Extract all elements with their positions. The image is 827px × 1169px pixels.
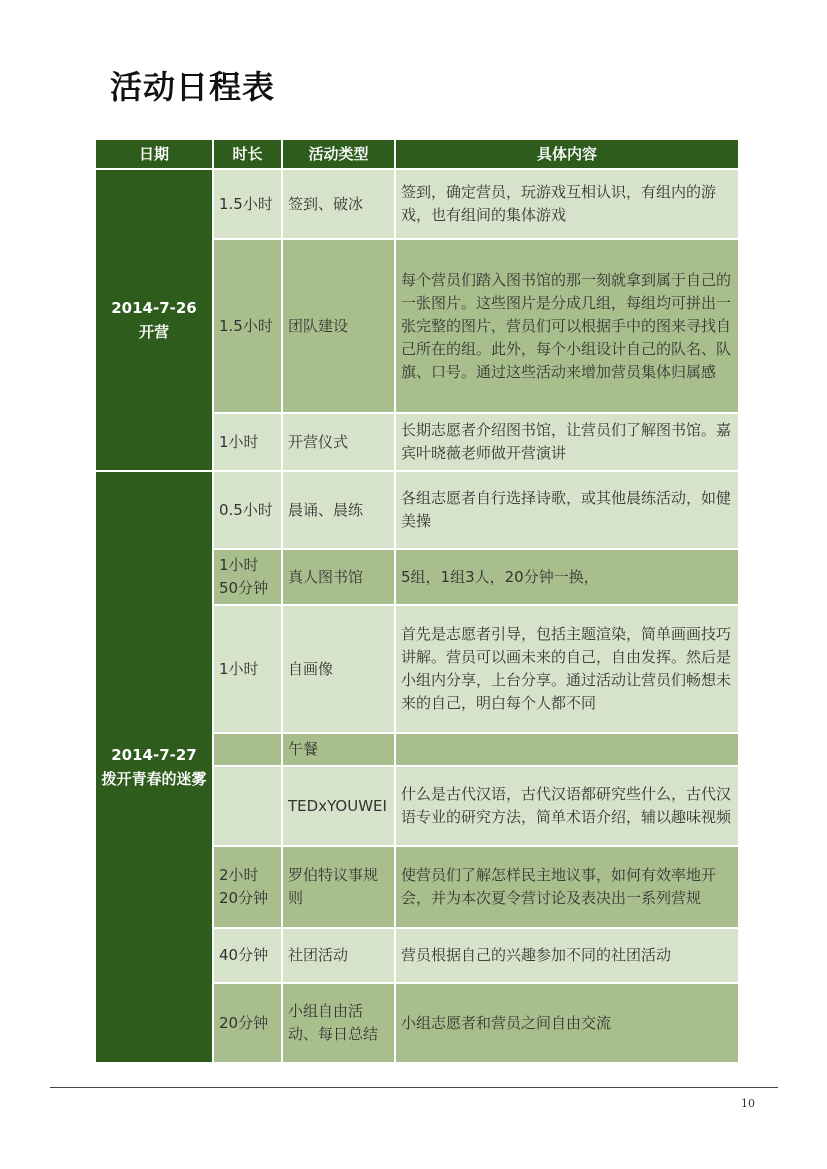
duration-cell: 0.5小时 (213, 471, 282, 549)
activity-type-cell: 午餐 (282, 733, 395, 766)
content-cell: 什么是古代汉语，古代汉语都研究些什么，古代汉语专业的研究方法，简单术语介绍，辅以趣味视频 (395, 766, 739, 846)
duration-cell: 1小时 (213, 605, 282, 733)
duration-cell: 1小时50分钟 (213, 549, 282, 605)
content-cell (395, 733, 739, 766)
table-header-row (95, 139, 739, 169)
content-cell: 使营员们了解怎样民主地议事，如何有效率地开会，并为本次夏令营讨论及表决出一系列营规 (395, 846, 739, 928)
content-cell: 首先是志愿者引导，包括主题渲染，简单画画技巧讲解。营员可以画未来的自己，自由发挥。然后是小组内分享，上台分享。通过活动让营员们畅想未来的自己，明白每个人都不同 (395, 605, 739, 733)
duration-cell: 2小时20分钟 (213, 846, 282, 928)
duration-cell: 40分钟 (213, 928, 282, 983)
activity-type-cell: 团队建设 (282, 239, 395, 413)
activity-type-cell: 晨诵、晨练 (282, 471, 395, 549)
content-cell: 小组志愿者和营员之间自由交流 (395, 983, 739, 1063)
content-cell: 营员根据自己的兴趣参加不同的社团活动 (395, 928, 739, 983)
duration-cell (213, 733, 282, 766)
date-theme: 拨开青春的迷雾 (101, 770, 207, 788)
date-cell (95, 471, 213, 1063)
content-cell: 每个营员们踏入图书馆的那一刻就拿到属于自己的一张图片。这些图片是分成几组，每组均可拼出一张完整的图片，营员们可以根据手中的图来寻找自己所在的组。此外，每个小组设计自己的队名、队旗、口号。通过这些活动来增加营员集体归属感 (395, 239, 739, 413)
content-cell: 5组，1组3人，20分钟一换， (395, 549, 739, 605)
duration-cell: 1.5小时 (213, 239, 282, 413)
content-cell: 各组志愿者自行选择诗歌，或其他晨练活动，如健美操 (395, 471, 739, 549)
footer-divider (50, 1087, 778, 1088)
header-date: 日期 (95, 139, 213, 169)
activity-type-cell: 社团活动 (282, 928, 395, 983)
date-theme: 开营 (138, 323, 169, 341)
date-cell (95, 169, 213, 471)
header-content: 具体内容 (395, 139, 739, 169)
activity-type-cell: 罗伯特议事规则 (282, 846, 395, 928)
page-title: 活动日程表 (110, 68, 276, 106)
activity-type-cell: 签到、破冰 (282, 169, 395, 239)
activity-type-cell: 真人图书馆 (282, 549, 395, 605)
activity-type-cell: 开营仪式 (282, 413, 395, 471)
duration-cell (213, 766, 282, 846)
page-number: 10 (741, 1097, 755, 1110)
activity-type-cell: 小组自由活动、每日总结 (282, 983, 395, 1063)
date-value: 2014-7-27 (111, 746, 197, 764)
content-cell: 签到，确定营员，玩游戏互相认识，有组内的游戏，也有组间的集体游戏 (395, 169, 739, 239)
duration-cell: 20分钟 (213, 983, 282, 1063)
schedule-table (94, 138, 740, 1064)
table-row (95, 471, 739, 549)
content-cell: 长期志愿者介绍图书馆，让营员们了解图书馆。嘉宾叶晓薇老师做开营演讲 (395, 413, 739, 471)
duration-cell: 1.5小时 (213, 169, 282, 239)
header-activity-type: 活动类型 (282, 139, 395, 169)
activity-type-cell: 自画像 (282, 605, 395, 733)
activity-type-cell: TEDxYOUWEI (282, 766, 395, 846)
date-value: 2014-7-26 (111, 299, 197, 317)
table-row (95, 169, 739, 239)
header-duration: 时长 (213, 139, 282, 169)
duration-cell: 1小时 (213, 413, 282, 471)
